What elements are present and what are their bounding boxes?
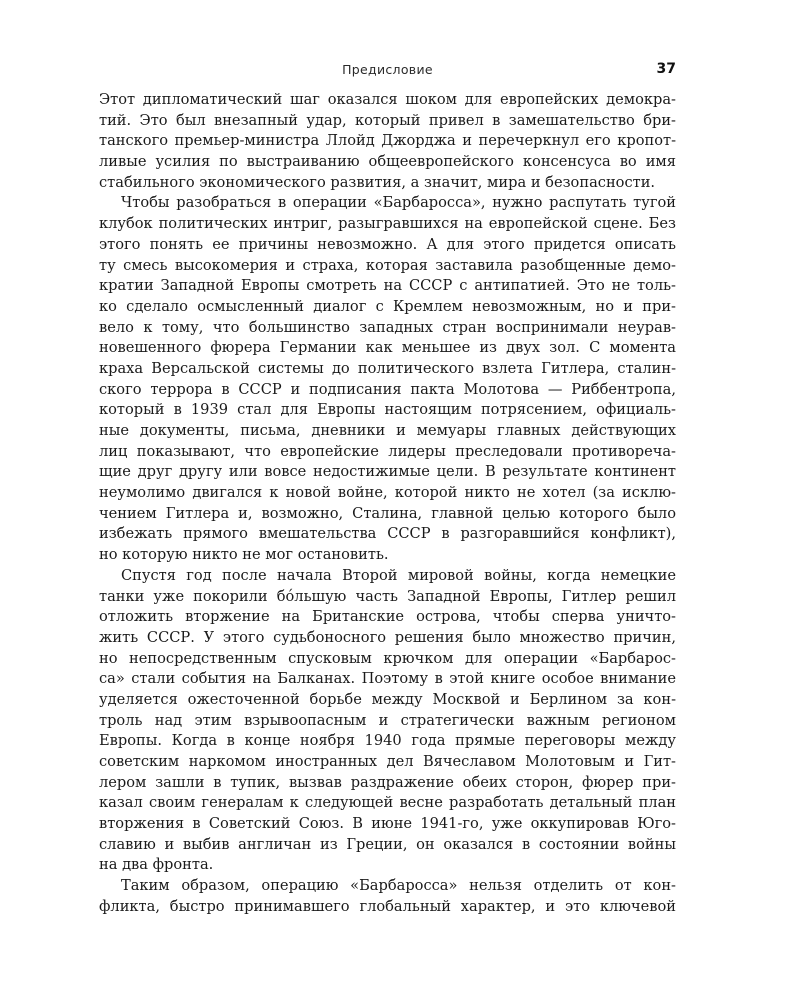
text-line: щие друг другу или вовсе недостижимые цели. В результате континент: [99, 463, 676, 481]
text-line: клубок политических интриг, разыгравшихся на европейской сцене. Без: [99, 215, 676, 233]
text-line: избежать прямого вмешательства СССР в разгоравшийся конфликт),: [99, 525, 676, 543]
text-line: ко сделало осмысленный диалог с Кремлем невозможным, но и при-: [99, 297, 676, 315]
text-line: танки уже покорили бóльшую часть Западной Европы, Гитлер решил: [99, 587, 676, 605]
text-line: но которую никто не мог остановить.: [99, 546, 389, 564]
text-line: Таким образом, операцию «Барбаросса» нельзя отделить от кон-: [121, 877, 676, 895]
text-line: лером зашли в тупик, вызвав раздражение обеих сторон, фюрер при-: [99, 773, 676, 791]
text-line: кратии Западной Европы смотреть на СССР с антипатией. Это не толь-: [99, 277, 676, 295]
text-line: фликта, быстро принимавшего глобальный характер, и это ключевой: [99, 897, 676, 915]
body-text: [99, 90, 676, 918]
text-line: са» стали события на Балканах. Поэтому в этой книге особое внимание: [99, 670, 676, 688]
text-line: вело к тому, что большинство западных стран воспринимали неурав-: [99, 318, 676, 336]
text-line: ту смесь высокомерия и страха, которая заставила разобщенные демо-: [99, 256, 676, 274]
text-line: новешенного фюрера Германии как меньшее из двух зол. С момента: [99, 339, 676, 357]
paragraph: [99, 876, 676, 917]
text-line: ливые усилия по выстраиванию общеевропейского консенсуса во имя: [99, 153, 676, 171]
text-line: Спустя год после начала Второй мировой войны, когда немецкие: [121, 566, 676, 584]
text-line: танского премьер-министра Ллойд Джорджа и перечеркнул его кропот-: [99, 132, 676, 150]
text-line: советским наркомом иностранных дел Вячеславом Молотовым и Гит-: [99, 753, 676, 770]
text-line: жить СССР. У этого судьбоносного решения было множество причин,: [99, 628, 676, 646]
text-line: троль над этим взрывоопасным и стратегически важным регионом: [99, 711, 676, 729]
text-line: казал своим генералам к следующей весне разработать детальный план: [99, 794, 676, 812]
paragraph: [99, 193, 676, 565]
text-line: который в 1939 стал для Европы настоящим потрясением, официаль-: [99, 401, 676, 419]
paragraph: [99, 566, 676, 876]
text-line: отложить вторжение на Британские острова, чтобы сперва уничто-: [99, 608, 676, 626]
text-line: Европы. Когда в конце ноября 1940 года прямые переговоры между: [99, 732, 676, 750]
text-line: вторжения в Советский Союз. В июне 1941-го, уже оккупировав Юго-: [99, 815, 676, 833]
text-line: тий. Это был внезапный удар, который привел в замешательство бри-: [99, 111, 676, 129]
text-line: этого понять ее причины невозможно. А для этого придется описать: [99, 235, 676, 253]
page-number: 37: [656, 61, 676, 77]
text-line: славию и выбив англичан из Греции, он оказался в состоянии войны: [99, 835, 676, 853]
paragraph: [99, 90, 676, 193]
text-line: но непосредственным спусковым крючком для операции «Барбарос-: [99, 649, 676, 667]
text-line: лиц показывают, что европейские лидеры преследовали противореча-: [99, 442, 676, 460]
chapter-title: Предисловие: [342, 62, 433, 77]
text-line: ского террора в СССР и подписания пакта Молотова — Риббентропа,: [99, 380, 676, 398]
running-header: [99, 62, 676, 82]
text-line: краха Версальской системы до политического взлета Гитлера, сталин-: [99, 359, 676, 377]
text-line: чением Гитлера и, возможно, Сталина, главной целью которого было: [99, 504, 676, 522]
text-line: Чтобы разобраться в операции «Барбаросса», нужно распутать тугой: [121, 194, 676, 212]
text-line: уделяется ожесточенной борьбе между Москвой и Берлином за кон-: [99, 690, 676, 708]
text-line: ные документы, письма, дневники и мемуары главных действующих: [99, 422, 676, 439]
text-line: стабильного экономического развития, а значит, мира и безопасности.: [99, 173, 656, 191]
text-line: на два фронта.: [99, 856, 214, 874]
text-line: неумолимо двигался к новой войне, которой никто не хотел (за исклю-: [99, 484, 676, 502]
text-line: Этот дипломатический шаг оказался шоком для европейских демокра-: [99, 91, 676, 108]
